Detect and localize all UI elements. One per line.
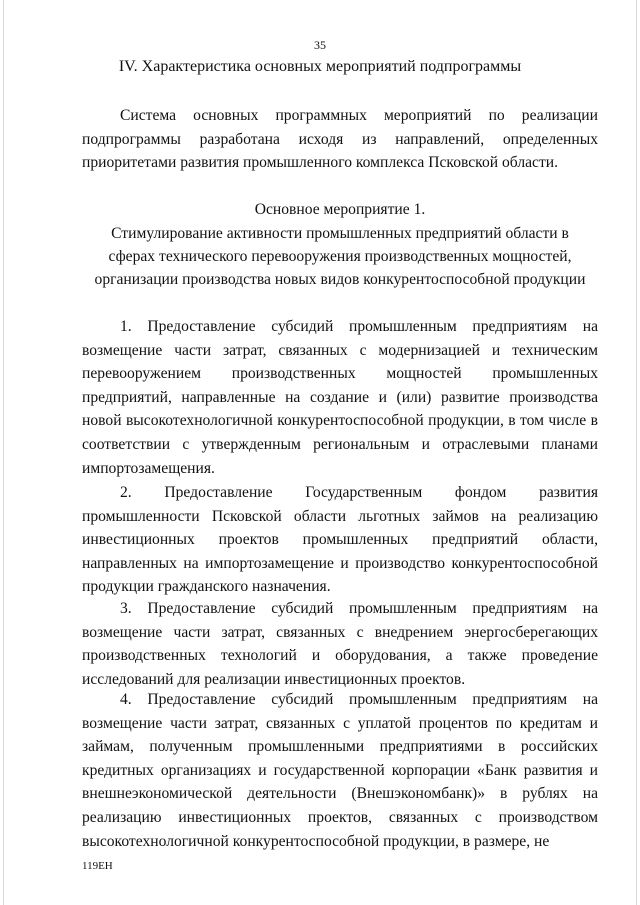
main-event-label: Основное мероприятие 1.: [254, 201, 426, 218]
scan-edge-left: [3, 0, 4, 905]
main-event-title-line-3: организации производства новых видов конкурентоспособной продукции: [94, 271, 586, 288]
scan-edge-right: [636, 0, 637, 905]
main-event-title-line-1: Стимулирование активности промышленных предприятий области в: [111, 225, 569, 242]
list-item-1: 1. Предоставление субсидий промышленным предприятиям на возмещение части затрат, связанных с модернизацией и техническим перевооружением производственных мощностей промышленных предприятий, направленные на создание и (или) развитие производства новой высокотехнологичной конкурентоспособной продукции, в том числе в соответствии с утвержденным региональным и отраслевыми планами импортозамещения.: [82, 318, 598, 477]
page-number: 35: [314, 38, 326, 52]
document-code: 119ЕН: [82, 860, 113, 872]
list-item-4: 4. Предоставление субсидий промышленным предприятиям на возмещение части затрат, связанных с уплатой процентов по кредитам и займам, полученным промышленными предприятиями в российских кредитных организациях и государственной корпорации «Банк развития и внешнеэкономической деятельности (Внешэкономбанк)» в рублях на реализацию инвестиционных проектов, связанных с производством высокотехнологичной конкурентоспособной продукции, в размере, не: [82, 691, 598, 850]
main-event-title-line-2: сферах технического перевооружения производственных мощностей,: [108, 248, 572, 265]
list-item-3: 3. Предоставление субсидий промышленным предприятиям на возмещение части затрат, связанных с внедрением энергосберегающих производственных технологий и оборудования, а также проведение исследований для реализации инвестиционных проектов.: [82, 600, 598, 688]
section-heading: IV. Характеристика основных мероприятий подпрограммы: [118, 58, 522, 75]
list-item-2: 2. Предоставление Государственным фондом развития промышленности Псковской области льготных займов на реализацию инвестиционных проектов промышленных предприятий области, направленных на импортозамещение и производство конкурентоспособной продукции гражданского назначения.: [82, 484, 598, 596]
intro-paragraph: Система основных программных мероприятий по реализации подпрограммы разработана исходя из направлений, определенных приоритетами развития промышленного комплекса Псковской области.: [82, 107, 598, 172]
